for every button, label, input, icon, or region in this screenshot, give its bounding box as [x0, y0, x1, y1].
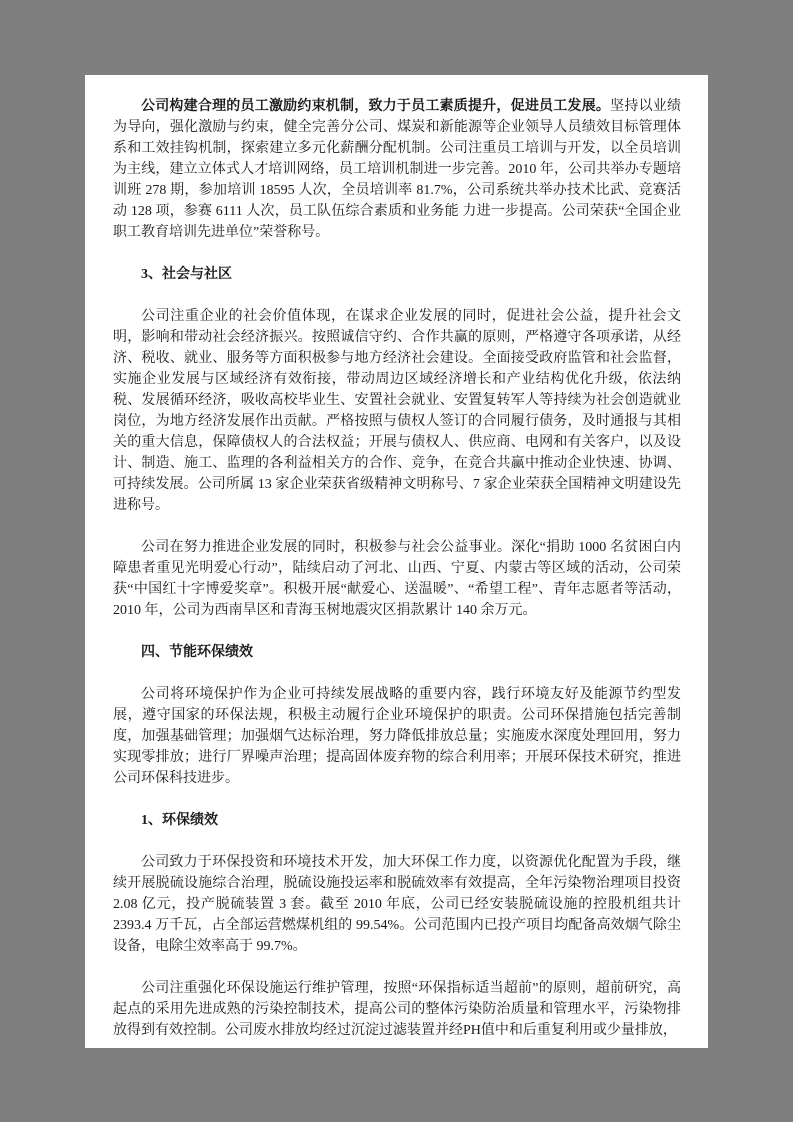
section-heading-energy-environment: 四、节能环保绩效 — [141, 645, 253, 660]
paragraph-desulfurization: 公司致力于环保投资和环境技术开发，加大环保工作力度，以资源优化配置为手段，继续开展脱硫设施综合治理，脱硫设施投运率和脱硫效率有效提高，全年污染物治理项目投资 2.08 亿元，投产脱硫装置 3 套。截至 2010 年底，公司已经安装脱硫设施的控股机组共计 2393.4 万千瓦，占全部运营燃煤机组的 99.54%。公司范围内已投产项目均配备高效烟气除尘设备，电除尘效率高于 99.7%。 — [113, 855, 681, 954]
paragraph-social-value: 公司注重企业的社会价值体现，在谋求企业发展的同时，促进社会公益，提升社会文明，影响和带动社会经济振兴。按照诚信守约、合作共赢的原则，严格遵守各项承诺，从经济、税收、就业、服务等方面积极参与地方经济社会建设。全面接受政府监管和社会监督，实施企业发展与区域经济有效衔接，带动周边区域经济增长和产业结构优化升级，依法纳税、发展循环经济，吸收高校毕业生、安置社会就业、安置复转军人等持续为社会创造就业岗位，为地方经济发展作出贡献。严格按照与债权人签订的合同履行债务，及时通报与其相关的重大信息，保障债权人的合法权益；开展与债权人、供应商、电网和有关客户，以及设计、制造、施工、监理的各利益相关方的合作、竞争，在竞合共赢中推动企业快速、协调、可持续发展。公司所属 13 家企业荣获省级精神文明称号、7 家企业荣获全国精神文明建设先进称号。 — [113, 309, 681, 513]
paragraph-facility-maintenance: 公司注重强化环保设施运行维护管理，按照“环保指标适当超前”的原则，超前研究，高起点的采用先进成熟的污染控制技术，提高公司的整体污染防治质量和管理水平，污染物排放得到有效控制。公司废水排放均经过沉淀过滤装置并经PH值中和后重复利用或少量排放， — [113, 981, 681, 1038]
paragraph-body-text: 坚持以业绩为导向，强化激励与约束，健全完善分公司、煤炭和新能源等企业领导人员绩效目标管理体系和工效挂钩机制，探索建立多元化薪酬分配机制。公司注重员工培训与开发，以全员培训为主线，建立立体式人才培训网络，员工培训机制进一步完善。2010 年，公司共举办专题培训班 278 期，参加培训 18595 人次，全员培训率 81.7%，公司系统共举办技术比武、竞赛活动 128 项，参赛 6111 人次，员工队伍综合素质和业务能 力进一步提高。公司荣获“全国企业职工教育培训先进单位”荣誉称号。 — [113, 99, 682, 240]
document-page — [85, 75, 708, 1048]
paragraph-bold-lead: 公司构建合理的员工激励约束机制，致力于员工素质提升，促进员工发展。 — [141, 99, 611, 114]
paragraph-environment-protection: 公司将环境保护作为企业可持续发展战略的重要内容，践行环境友好及能源节约型发展，遵守国家的环保法规，积极主动履行企业环境保护的职责。公司环保措施包括完善制度，加强基础管理；加强烟气达标治理，努力降低排放总量；实施废水深度处理回用，努力实现零排放；进行厂界噪声治理；提高固体废弃物的综合利用率；开展环保技术研究，推进公司环保科技进步。 — [113, 687, 681, 786]
paragraph-employee-mechanism — [113, 96, 681, 243]
section-heading-environment-performance: 1、环保绩效 — [141, 813, 218, 828]
section-heading-society-community: 3、社会与社区 — [141, 267, 232, 282]
paragraph-public-welfare: 公司在努力推进企业发展的同时，积极参与社会公益事业。深化“捐助 1000 名贫困白内障患者重见光明爱心行动”，陆续启动了河北、山西、宁夏、内蒙古等区域的活动，公司荣获“中国红十字博爱奖章”。积极开展“献爱心、送温暖”、“希望工程”、青年志愿者等活动，2010 年，公司为西南旱区和青海玉树地震灾区捐款累计 140 余万元。 — [113, 540, 681, 618]
